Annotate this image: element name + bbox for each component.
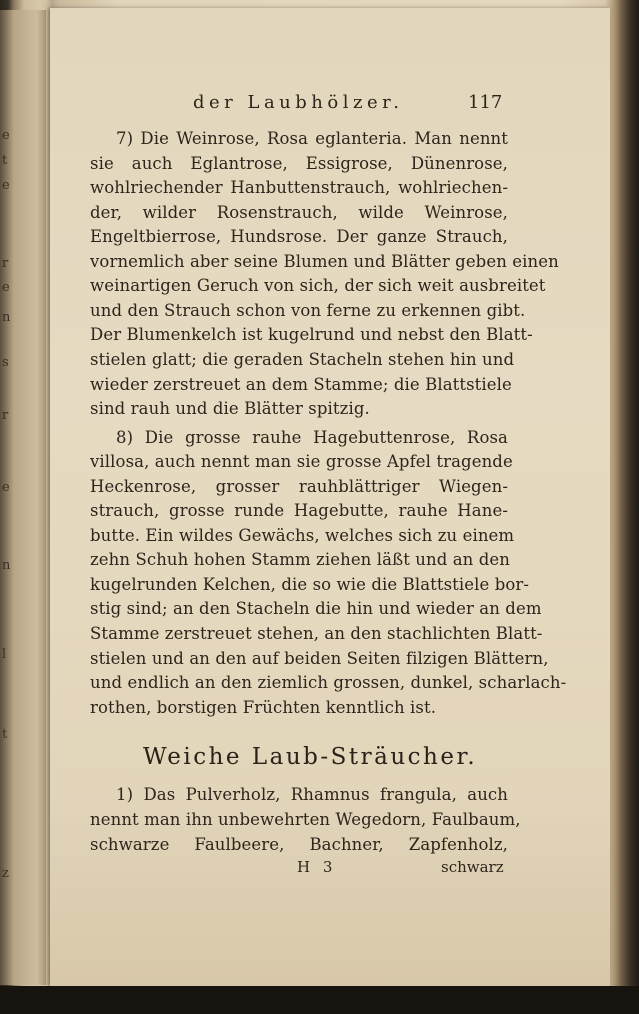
text-line: 8) Die grosse rauhe Hagebuttenrose, Rosa [116,427,508,447]
text-line: rothen, borstigen Früchten kenntlich ist. [90,697,437,717]
margin-glyph: t [2,153,8,168]
text-line: wohlriechender Hanbuttenstrauch, wohlriechen- [90,178,508,198]
margin-glyph: z [2,866,9,881]
running-header: der Laubhölzer. [193,92,404,113]
text-line: strauch, grosse runde Hagebutte, rauhe Hane- [90,501,508,521]
text-line: der, wilder Rosenstrauch, wilde Weinrose, [90,202,508,222]
margin-glyph: t [2,727,8,742]
margin-glyph: r [2,256,9,271]
margin-glyph: e [2,128,10,143]
text-line: kugelrunden Kelchen, die so wie die Blattstiele bor- [90,574,530,594]
text-line: butte. Ein wildes Gewächs, welches sich zu einem [90,525,515,545]
page-number: 117 [468,92,503,113]
catchword: schwarz [441,858,504,876]
text-line: weinartigen Geruch von sich, der sich weit ausbreitet [90,276,546,296]
left-page-edge [0,10,46,985]
margin-glyph: l [2,647,7,662]
text-line: stielen glatt; die geraden Stacheln stehen hin und [90,349,515,369]
section-heading: Weiche Laub-Sträucher. [143,744,478,770]
scan-bottom-edge [0,986,639,1014]
margin-glyph: s [2,355,9,370]
text-line: 1) Das Pulverholz, Rhamnus frangula, auch [116,785,508,804]
text-line: nennt man ihn unbewehrten Wegedorn, Faulbaum, [90,810,521,829]
text-line: Der Blumenkelch ist kugelrund und nebst den Blatt- [90,325,533,345]
text-line: sind rauh und die Blätter spitzig. [90,399,370,419]
margin-glyph: e [2,280,10,295]
margin-glyph: e [2,480,10,495]
printer-signature: H 3 [297,858,337,876]
text-line: zehn Schuh hohen Stamm ziehen läßt und an den [90,550,510,570]
text-line: 7) Die Weinrose, Rosa eglanteria. Man nennt [116,129,508,148]
text-line: Engeltbierrose, Hundsrose. Der ganze Strauch, [90,227,508,247]
text-line: villosa, auch nennt man sie grosse Apfel tragende [90,452,513,472]
text-line: Stamme zerstreuet stehen, an den stachlichten Blatt- [90,624,543,643]
text-line: stig sind; an den Stacheln die hin und wieder an dem [90,599,542,619]
text-line: sie auch Eglantrose, Essigrose, Dünenrose, [90,153,508,173]
margin-glyph: n [2,310,11,325]
text-line: und den Strauch schon von ferne zu erkennen gibt. [90,300,526,320]
text-line: wieder zerstreuet an dem Stamme; die Blattstiele [90,374,512,394]
text-line: vornemlich aber seine Blumen und Blätter geben einen [90,251,559,271]
text-line: schwarze Faulbeere, Bachner, Zapfenholz, [90,835,508,854]
text-line: und endlich an den ziemlich grossen, dunkel, scharlach- [90,673,567,693]
margin-glyph: r [2,408,9,423]
margin-glyph: e [2,178,10,193]
text-line: Heckenrose, grosser rauhblättriger Wiegen- [90,476,508,496]
text-line: stielen und an den auf beiden Seiten filzigen Blättern, [90,648,549,668]
margin-glyph: n [2,558,11,573]
